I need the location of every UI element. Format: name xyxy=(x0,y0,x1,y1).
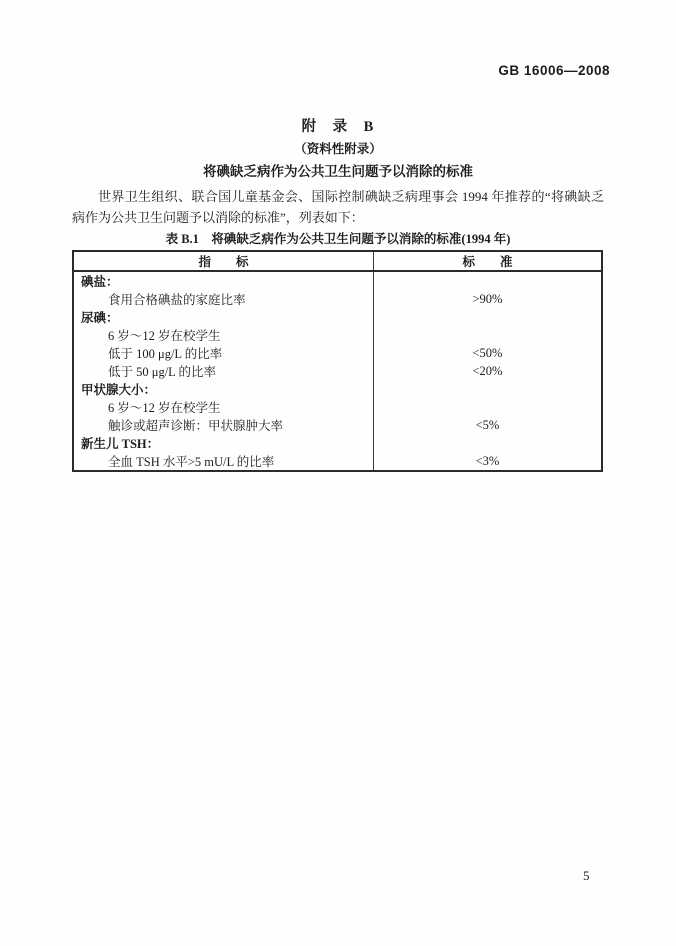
indicator-cell: 低于 100 μg/L 的比率 xyxy=(73,344,373,362)
table-row xyxy=(73,380,602,398)
indicator-column-header: 指 标 xyxy=(73,251,373,271)
table-caption: 表 B.1 将碘缺乏病作为公共卫生问题予以消除的标准(1994 年) xyxy=(165,232,511,246)
indicator-cell: 触诊或超声诊断：甲状腺肿大率 xyxy=(73,416,373,434)
standard-cell: <5% xyxy=(475,417,500,432)
criteria-table xyxy=(72,250,603,472)
appendix-heading: 将碘缺乏病作为公共卫生问题予以消除的标准 xyxy=(203,164,473,179)
standard-cell xyxy=(373,271,602,290)
table-header-row xyxy=(73,251,602,271)
standard-cell: <3% xyxy=(475,453,500,468)
indicator-cell: 全血 TSH 水平>5 mU/L 的比率 xyxy=(73,452,373,471)
indicator-cell: 尿碘： xyxy=(73,308,373,326)
standard-code: GB 16006—2008 xyxy=(498,63,610,78)
table-row xyxy=(73,290,602,308)
indicator-cell: 碘盐： xyxy=(73,271,373,290)
standard-cell xyxy=(373,398,602,416)
standard-cell xyxy=(373,308,602,326)
standard-column-header: 标 准 xyxy=(373,251,602,271)
appendix-subtitle: （资料性附录） xyxy=(294,142,382,156)
table-row xyxy=(73,452,602,471)
standard-cell: >90% xyxy=(472,291,503,306)
table-row xyxy=(73,308,602,326)
standard-cell xyxy=(373,380,602,398)
table-row xyxy=(73,344,602,362)
indicator-cell: 甲状腺大小： xyxy=(73,380,373,398)
indicator-cell: 低于 50 μg/L 的比率 xyxy=(73,362,373,380)
page-number: 5 xyxy=(583,868,590,883)
standard-cell xyxy=(373,326,602,344)
table-row xyxy=(73,416,602,434)
table-row xyxy=(73,326,602,344)
indicator-cell: 新生儿 TSH： xyxy=(73,434,373,452)
table-row xyxy=(73,271,602,290)
standard-cell xyxy=(373,434,602,452)
table-row xyxy=(73,362,602,380)
appendix-title: 附 录 B xyxy=(301,119,375,135)
standard-cell: <50% xyxy=(472,345,503,360)
table-row xyxy=(73,398,602,416)
standard-cell: <20% xyxy=(472,363,503,378)
indicator-cell: 6 岁～12 岁在校学生 xyxy=(73,326,373,344)
indicator-cell: 6 岁～12 岁在校学生 xyxy=(73,398,373,416)
table-row xyxy=(73,434,602,452)
indicator-cell: 食用合格碘盐的家庭比率 xyxy=(73,290,373,308)
intro-paragraph: 世界卫生组织、联合国儿童基金会、国际控制碘缺乏病理事会 1994 年推荐的“将碘缺乏病作为公共卫生问题予以消除的标准”，列表如下： xyxy=(72,189,604,225)
